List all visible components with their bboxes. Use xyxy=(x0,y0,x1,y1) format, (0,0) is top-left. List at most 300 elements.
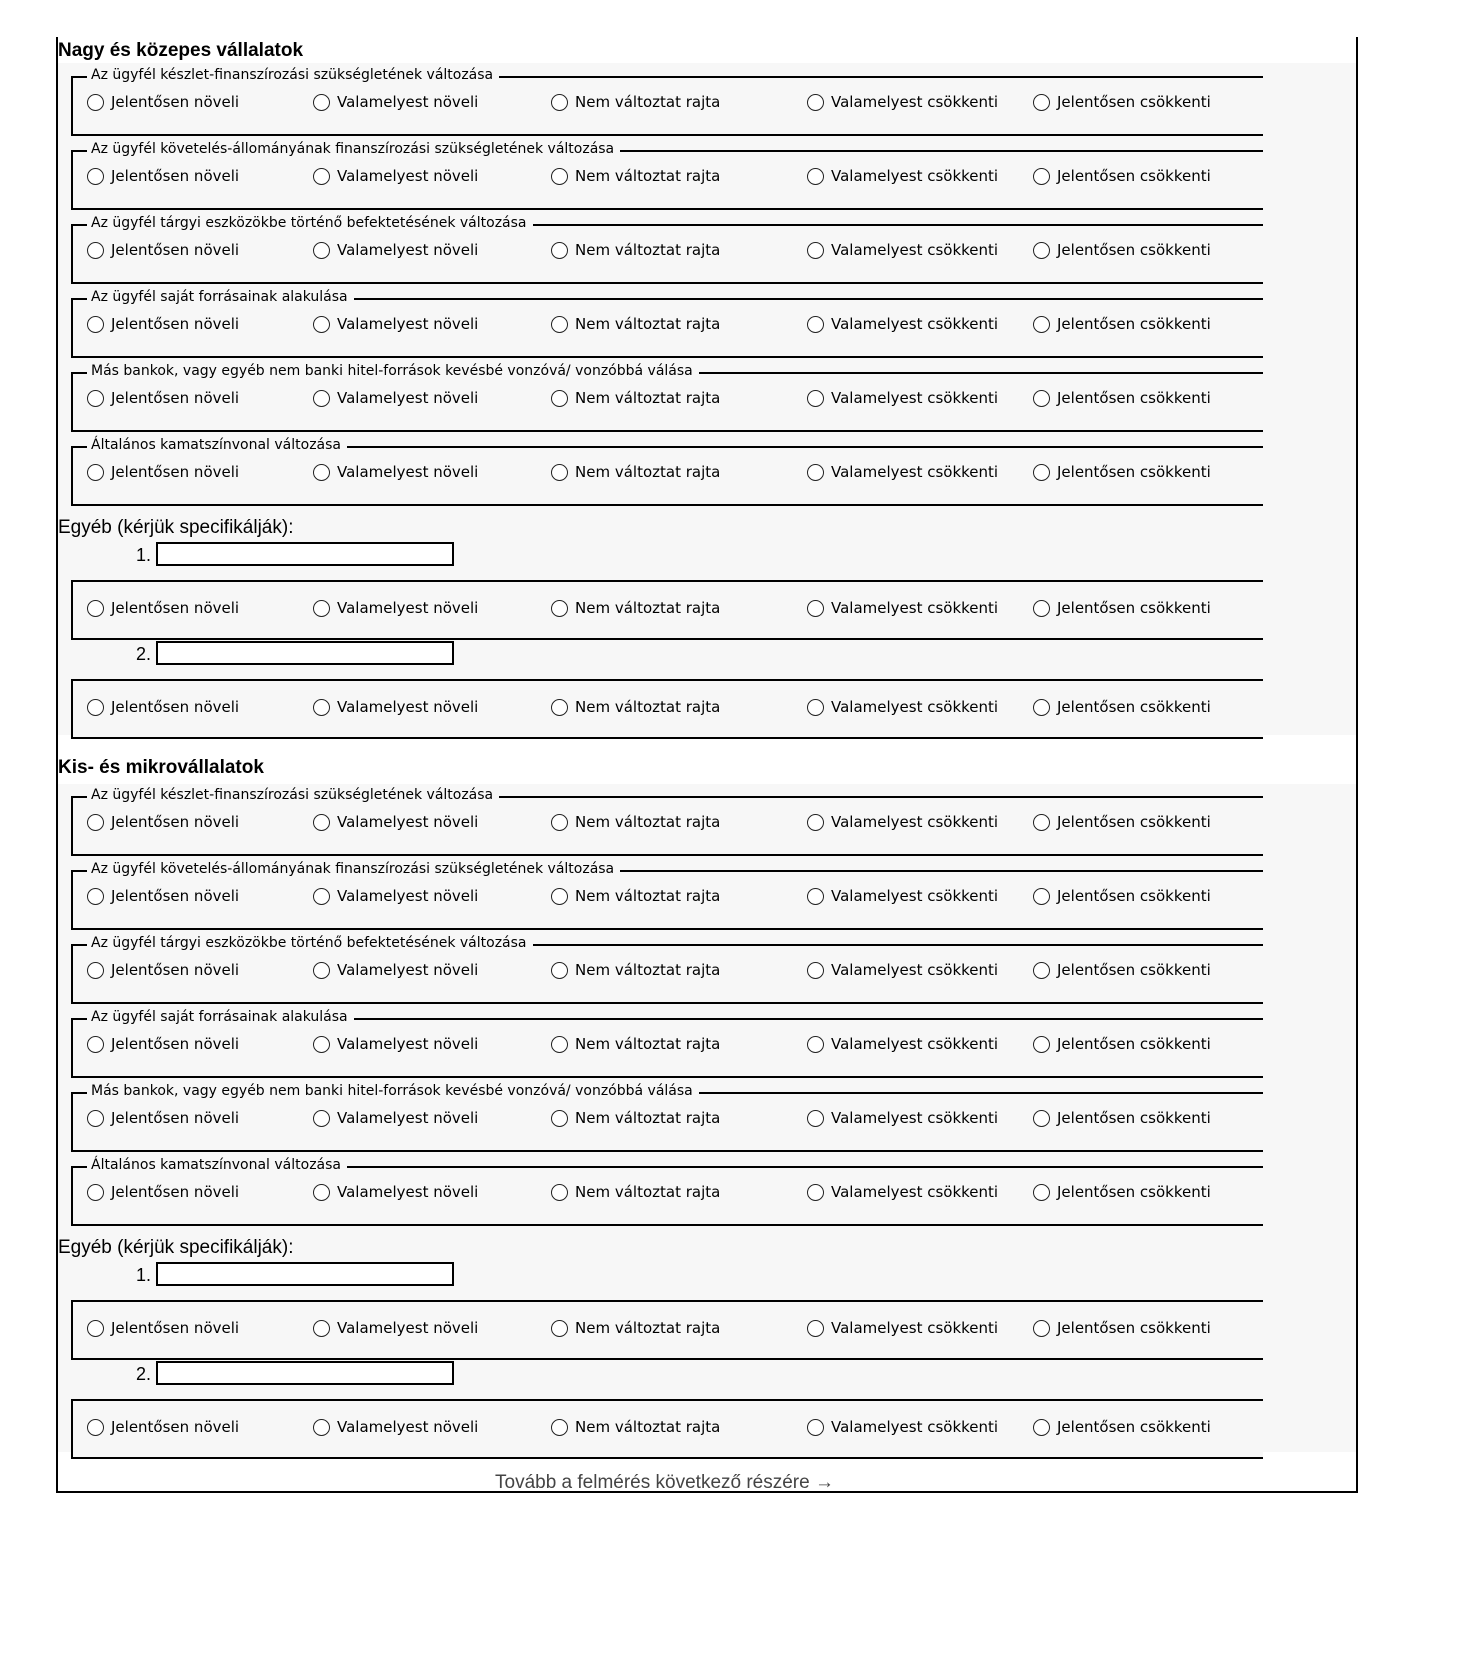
radio-label: Valamelyest növeli xyxy=(337,241,479,259)
radio-button[interactable] xyxy=(87,1320,104,1337)
radio-option[interactable] xyxy=(313,695,478,719)
radio-button[interactable] xyxy=(87,242,104,259)
radio-button[interactable] xyxy=(1033,464,1050,481)
radio-button[interactable] xyxy=(313,242,330,259)
radio-button[interactable] xyxy=(1033,1419,1050,1436)
radio-option[interactable] xyxy=(1033,695,1211,719)
other-label: Egyéb (kérjük specifikálják): xyxy=(58,517,294,538)
radio-label: Nem változtat rajta xyxy=(575,241,721,259)
radio-button[interactable] xyxy=(551,94,568,111)
radio-option[interactable] xyxy=(87,1032,239,1056)
radio-group xyxy=(73,164,1263,188)
radio-button[interactable] xyxy=(313,390,330,407)
radio-option[interactable] xyxy=(1033,312,1211,336)
other-number: 2. xyxy=(136,1364,152,1384)
radio-label: Jelentősen csökkenti xyxy=(1057,1319,1211,1337)
radio-button[interactable] xyxy=(807,1419,824,1436)
other-number: 1. xyxy=(136,1265,152,1285)
radio-option[interactable] xyxy=(551,386,720,410)
radio-button[interactable] xyxy=(313,814,330,831)
radio-group xyxy=(73,884,1263,908)
radio-option[interactable] xyxy=(313,1106,478,1130)
radio-label: Valamelyest növeli xyxy=(337,167,479,185)
radio-label: Valamelyest növeli xyxy=(337,961,479,979)
radio-option[interactable] xyxy=(551,1180,720,1204)
radio-option[interactable] xyxy=(807,596,998,620)
radio-option[interactable] xyxy=(313,1415,478,1439)
radio-label: Jelentősen növeli xyxy=(111,961,240,979)
radio-option[interactable] xyxy=(87,1180,239,1204)
radio-button[interactable] xyxy=(313,464,330,481)
radio-label: Jelentősen növeli xyxy=(111,93,240,111)
radio-button[interactable] xyxy=(1033,699,1050,716)
radio-label: Valamelyest csökkenti xyxy=(831,167,999,185)
radio-option[interactable] xyxy=(551,810,720,834)
radio-label: Jelentősen csökkenti xyxy=(1057,241,1211,259)
radio-option[interactable] xyxy=(1033,596,1211,620)
radio-button[interactable] xyxy=(551,242,568,259)
radio-option[interactable] xyxy=(807,810,998,834)
radio-button[interactable] xyxy=(87,316,104,333)
radio-label: Jelentősen növeli xyxy=(111,315,240,333)
section-title: Kis- és mikrovállalatok xyxy=(58,757,264,778)
radio-option[interactable] xyxy=(1033,1415,1211,1439)
radio-label: Jelentősen növeli xyxy=(111,1183,240,1201)
radio-option[interactable] xyxy=(87,1316,239,1340)
radio-label: Valamelyest növeli xyxy=(337,463,479,481)
radio-label: Valamelyest csökkenti xyxy=(831,389,999,407)
radio-button[interactable] xyxy=(807,94,824,111)
radio-label: Jelentősen csökkenti xyxy=(1057,1035,1211,1053)
radio-group xyxy=(73,596,1263,620)
other-spec-input-1[interactable] xyxy=(156,1262,454,1286)
radio-option[interactable] xyxy=(1033,1316,1211,1340)
radio-button[interactable] xyxy=(1033,962,1050,979)
radio-button[interactable] xyxy=(551,814,568,831)
fieldset-border xyxy=(73,679,1263,681)
question-legend: Más bankok, vagy egyéb nem banki hitel-források kevésbé vonzóvá/ vonzóbbá válása xyxy=(87,1082,699,1100)
question-fieldset xyxy=(71,861,1263,930)
radio-button[interactable] xyxy=(87,814,104,831)
radio-label: Valamelyest csökkenti xyxy=(831,1183,999,1201)
radio-option[interactable] xyxy=(313,460,478,484)
radio-group xyxy=(73,695,1263,719)
radio-label: Valamelyest csökkenti xyxy=(831,698,999,716)
question-fieldset xyxy=(71,363,1263,432)
radio-button[interactable] xyxy=(87,1419,104,1436)
radio-button[interactable] xyxy=(87,1036,104,1053)
other-fieldset xyxy=(71,1300,1263,1360)
radio-button[interactable] xyxy=(807,316,824,333)
radio-label: Jelentősen csökkenti xyxy=(1057,463,1211,481)
radio-option[interactable] xyxy=(807,958,998,982)
radio-label: Jelentősen csökkenti xyxy=(1057,315,1211,333)
question-fieldset xyxy=(71,1083,1263,1152)
question-fieldset xyxy=(71,935,1263,1004)
radio-button[interactable] xyxy=(551,1036,568,1053)
radio-button[interactable] xyxy=(313,1419,330,1436)
radio-button[interactable] xyxy=(807,464,824,481)
radio-option[interactable] xyxy=(551,1415,720,1439)
radio-button[interactable] xyxy=(807,242,824,259)
radio-label: Nem változtat rajta xyxy=(575,389,721,407)
radio-button[interactable] xyxy=(807,1320,824,1337)
question-legend: Az ügyfél készlet-finanszírozási szükségletének változása xyxy=(87,66,499,84)
radio-label: Jelentősen növeli xyxy=(111,1109,240,1127)
radio-label: Jelentősen növeli xyxy=(111,241,240,259)
radio-label: Nem változtat rajta xyxy=(575,463,721,481)
radio-label: Valamelyest csökkenti xyxy=(831,961,999,979)
radio-label: Valamelyest csökkenti xyxy=(831,1418,999,1436)
radio-option[interactable] xyxy=(87,596,239,620)
radio-option[interactable] xyxy=(807,386,998,410)
radio-button[interactable] xyxy=(87,699,104,716)
radio-label: Jelentősen csökkenti xyxy=(1057,1109,1211,1127)
radio-option[interactable] xyxy=(551,1032,720,1056)
next-section-link[interactable]: Tovább a felmérés következő részére → xyxy=(495,1472,834,1493)
radio-option[interactable] xyxy=(87,238,239,262)
radio-label: Valamelyest növeli xyxy=(337,1319,479,1337)
other-fieldset xyxy=(71,1399,1263,1459)
radio-label: Valamelyest csökkenti xyxy=(831,93,999,111)
radio-button[interactable] xyxy=(1033,316,1050,333)
radio-label: Nem változtat rajta xyxy=(575,315,721,333)
radio-label: Nem változtat rajta xyxy=(575,1109,721,1127)
question-fieldset xyxy=(71,289,1263,358)
radio-group xyxy=(73,1106,1263,1130)
radio-option[interactable] xyxy=(313,386,478,410)
radio-label: Valamelyest csökkenti xyxy=(831,1035,999,1053)
radio-label: Jelentősen növeli xyxy=(111,599,240,617)
radio-option[interactable] xyxy=(551,1316,720,1340)
radio-button[interactable] xyxy=(87,888,104,905)
radio-button[interactable] xyxy=(1033,814,1050,831)
radio-option[interactable] xyxy=(1033,1106,1211,1130)
radio-button[interactable] xyxy=(1033,242,1050,259)
question-legend: Általános kamatszínvonal változása xyxy=(87,1156,347,1174)
radio-group xyxy=(73,958,1263,982)
radio-label: Jelentősen növeli xyxy=(111,698,240,716)
radio-option[interactable] xyxy=(313,1316,478,1340)
question-fieldset xyxy=(71,1157,1263,1226)
radio-label: Nem változtat rajta xyxy=(575,1319,721,1337)
radio-option[interactable] xyxy=(313,810,478,834)
radio-button[interactable] xyxy=(313,94,330,111)
radio-label: Nem változtat rajta xyxy=(575,167,721,185)
question-legend: Az ügyfél saját forrásainak alakulása xyxy=(87,1008,354,1026)
radio-label: Jelentősen csökkenti xyxy=(1057,1418,1211,1436)
radio-label: Valamelyest növeli xyxy=(337,315,479,333)
radio-option[interactable] xyxy=(313,90,478,114)
radio-button[interactable] xyxy=(551,600,568,617)
radio-option[interactable] xyxy=(807,238,998,262)
question-fieldset xyxy=(71,437,1263,506)
radio-option[interactable] xyxy=(551,164,720,188)
radio-label: Valamelyest növeli xyxy=(337,813,479,831)
radio-label: Valamelyest csökkenti xyxy=(831,1109,999,1127)
radio-option[interactable] xyxy=(551,238,720,262)
radio-button[interactable] xyxy=(807,1036,824,1053)
radio-label: Nem változtat rajta xyxy=(575,93,721,111)
radio-button[interactable] xyxy=(1033,168,1050,185)
radio-button[interactable] xyxy=(551,888,568,905)
radio-label: Valamelyest csökkenti xyxy=(831,315,999,333)
radio-option[interactable] xyxy=(1033,1180,1211,1204)
fieldset-border xyxy=(73,1300,1263,1302)
fieldset-border xyxy=(73,580,1263,582)
radio-label: Valamelyest csökkenti xyxy=(831,599,999,617)
radio-group xyxy=(73,386,1263,410)
radio-label: Jelentősen növeli xyxy=(111,1035,240,1053)
radio-option[interactable] xyxy=(1033,238,1211,262)
radio-option[interactable] xyxy=(87,460,239,484)
fieldset-border xyxy=(73,1399,1263,1401)
radio-button[interactable] xyxy=(1033,390,1050,407)
radio-button[interactable] xyxy=(313,888,330,905)
radio-label: Nem változtat rajta xyxy=(575,1035,721,1053)
radio-button[interactable] xyxy=(1033,1110,1050,1127)
radio-button[interactable] xyxy=(551,699,568,716)
question-legend: Az ügyfél készlet-finanszírozási szükségletének változása xyxy=(87,786,499,804)
radio-group xyxy=(73,1415,1263,1439)
radio-label: Jelentősen növeli xyxy=(111,167,240,185)
radio-option[interactable] xyxy=(1033,460,1211,484)
radio-button[interactable] xyxy=(313,1110,330,1127)
radio-option[interactable] xyxy=(807,1316,998,1340)
radio-label: Nem változtat rajta xyxy=(575,599,721,617)
radio-button[interactable] xyxy=(87,464,104,481)
radio-option[interactable] xyxy=(807,1106,998,1130)
radio-option[interactable] xyxy=(807,164,998,188)
radio-button[interactable] xyxy=(807,699,824,716)
radio-option[interactable] xyxy=(1033,810,1211,834)
question-legend: Az ügyfél tárgyi eszközökbe történő befektetésének változása xyxy=(87,214,533,232)
radio-button[interactable] xyxy=(313,1036,330,1053)
radio-label: Valamelyest növeli xyxy=(337,887,479,905)
other-spec-input-2[interactable] xyxy=(156,641,454,665)
radio-option[interactable] xyxy=(807,1180,998,1204)
radio-button[interactable] xyxy=(551,1184,568,1201)
radio-option[interactable] xyxy=(551,958,720,982)
question-fieldset xyxy=(71,67,1263,136)
radio-label: Nem változtat rajta xyxy=(575,961,721,979)
radio-option[interactable] xyxy=(1033,164,1211,188)
question-legend: Más bankok, vagy egyéb nem banki hitel-források kevésbé vonzóvá/ vonzóbbá válása xyxy=(87,362,699,380)
radio-option[interactable] xyxy=(87,695,239,719)
question-fieldset xyxy=(71,141,1263,210)
radio-group xyxy=(73,1180,1263,1204)
radio-button[interactable] xyxy=(313,962,330,979)
radio-option[interactable] xyxy=(87,1106,239,1130)
radio-label: Jelentősen csökkenti xyxy=(1057,167,1211,185)
radio-option[interactable] xyxy=(313,596,478,620)
radio-button[interactable] xyxy=(551,962,568,979)
question-legend: Általános kamatszínvonal változása xyxy=(87,436,347,454)
radio-option[interactable] xyxy=(313,312,478,336)
radio-label: Jelentősen csökkenti xyxy=(1057,961,1211,979)
radio-button[interactable] xyxy=(1033,1036,1050,1053)
radio-option[interactable] xyxy=(807,884,998,908)
radio-option[interactable] xyxy=(87,1415,239,1439)
radio-button[interactable] xyxy=(551,390,568,407)
radio-group xyxy=(73,1032,1263,1056)
section-title: Nagy és közepes vállalatok xyxy=(58,40,304,61)
radio-option[interactable] xyxy=(87,810,239,834)
radio-option[interactable] xyxy=(313,884,478,908)
question-fieldset xyxy=(71,1009,1263,1078)
radio-label: Nem változtat rajta xyxy=(575,698,721,716)
other-fieldset xyxy=(71,580,1263,640)
radio-option[interactable] xyxy=(87,884,239,908)
radio-group xyxy=(73,810,1263,834)
radio-label: Nem változtat rajta xyxy=(575,887,721,905)
radio-option[interactable] xyxy=(807,1032,998,1056)
radio-label: Valamelyest csökkenti xyxy=(831,463,999,481)
radio-option[interactable] xyxy=(551,312,720,336)
radio-button[interactable] xyxy=(807,1110,824,1127)
radio-label: Valamelyest növeli xyxy=(337,599,479,617)
radio-option[interactable] xyxy=(87,312,239,336)
radio-button[interactable] xyxy=(313,600,330,617)
radio-option[interactable] xyxy=(313,238,478,262)
radio-option[interactable] xyxy=(87,164,239,188)
radio-label: Jelentősen csökkenti xyxy=(1057,389,1211,407)
radio-label: Valamelyest növeli xyxy=(337,1035,479,1053)
radio-option[interactable] xyxy=(551,695,720,719)
radio-button[interactable] xyxy=(87,600,104,617)
radio-option[interactable] xyxy=(551,596,720,620)
question-legend: Az ügyfél követelés-állományának finanszírozási szükségletének változása xyxy=(87,860,620,878)
radio-option[interactable] xyxy=(807,1415,998,1439)
radio-option[interactable] xyxy=(313,958,478,982)
radio-option[interactable] xyxy=(87,90,239,114)
radio-label: Valamelyest növeli xyxy=(337,93,479,111)
radio-option[interactable] xyxy=(807,695,998,719)
radio-option[interactable] xyxy=(1033,386,1211,410)
radio-label: Valamelyest növeli xyxy=(337,1418,479,1436)
radio-label: Jelentősen növeli xyxy=(111,463,240,481)
question-legend: Az ügyfél saját forrásainak alakulása xyxy=(87,288,354,306)
radio-button[interactable] xyxy=(87,1184,104,1201)
question-legend: Az ügyfél tárgyi eszközökbe történő befektetésének változása xyxy=(87,934,533,952)
radio-option[interactable] xyxy=(1033,1032,1211,1056)
radio-button[interactable] xyxy=(1033,600,1050,617)
radio-button[interactable] xyxy=(313,168,330,185)
question-legend: Az ügyfél követelés-állományának finanszírozási szükségletének változása xyxy=(87,140,620,158)
radio-label: Nem változtat rajta xyxy=(575,1418,721,1436)
radio-option[interactable] xyxy=(87,386,239,410)
radio-option[interactable] xyxy=(1033,90,1211,114)
radio-group xyxy=(73,238,1263,262)
radio-button[interactable] xyxy=(87,168,104,185)
radio-label: Valamelyest csökkenti xyxy=(831,813,999,831)
radio-label: Jelentősen növeli xyxy=(111,1418,240,1436)
other-number: 1. xyxy=(136,545,152,565)
radio-button[interactable] xyxy=(807,1184,824,1201)
radio-button[interactable] xyxy=(313,699,330,716)
radio-label: Jelentősen növeli xyxy=(111,887,240,905)
radio-button[interactable] xyxy=(807,888,824,905)
other-spec-input-2[interactable] xyxy=(156,1361,454,1385)
radio-button[interactable] xyxy=(807,168,824,185)
radio-label: Valamelyest csökkenti xyxy=(831,241,999,259)
radio-button[interactable] xyxy=(1033,1320,1050,1337)
radio-button[interactable] xyxy=(313,316,330,333)
radio-option[interactable] xyxy=(313,164,478,188)
radio-button[interactable] xyxy=(551,1419,568,1436)
radio-option[interactable] xyxy=(313,1180,478,1204)
radio-group xyxy=(73,1316,1263,1340)
radio-button[interactable] xyxy=(87,1110,104,1127)
radio-label: Jelentősen növeli xyxy=(111,813,240,831)
radio-label: Valamelyest csökkenti xyxy=(831,1319,999,1337)
radio-button[interactable] xyxy=(807,814,824,831)
radio-label: Jelentősen csökkenti xyxy=(1057,93,1211,111)
radio-button[interactable] xyxy=(1033,94,1050,111)
radio-label: Jelentősen csökkenti xyxy=(1057,887,1211,905)
radio-label: Jelentősen csökkenti xyxy=(1057,813,1211,831)
radio-option[interactable] xyxy=(807,460,998,484)
radio-label: Jelentősen csökkenti xyxy=(1057,599,1211,617)
radio-option[interactable] xyxy=(807,90,998,114)
radio-button[interactable] xyxy=(807,962,824,979)
other-label: Egyéb (kérjük specifikálják): xyxy=(58,1237,294,1258)
radio-button[interactable] xyxy=(313,1320,330,1337)
radio-button[interactable] xyxy=(551,168,568,185)
radio-label: Jelentősen növeli xyxy=(111,1319,240,1337)
radio-group xyxy=(73,90,1263,114)
radio-option[interactable] xyxy=(551,90,720,114)
radio-option[interactable] xyxy=(87,958,239,982)
radio-button[interactable] xyxy=(1033,888,1050,905)
radio-label: Jelentősen növeli xyxy=(111,389,240,407)
radio-button[interactable] xyxy=(551,316,568,333)
other-number: 2. xyxy=(136,644,152,664)
radio-button[interactable] xyxy=(551,1110,568,1127)
radio-button[interactable] xyxy=(551,464,568,481)
radio-label: Nem változtat rajta xyxy=(575,813,721,831)
radio-option[interactable] xyxy=(1033,884,1211,908)
radio-label: Valamelyest növeli xyxy=(337,698,479,716)
radio-option[interactable] xyxy=(551,460,720,484)
radio-option[interactable] xyxy=(551,884,720,908)
radio-label: Nem változtat rajta xyxy=(575,1183,721,1201)
radio-button[interactable] xyxy=(807,600,824,617)
radio-button[interactable] xyxy=(87,94,104,111)
radio-button[interactable] xyxy=(87,962,104,979)
radio-option[interactable] xyxy=(313,1032,478,1056)
radio-button[interactable] xyxy=(1033,1184,1050,1201)
question-fieldset xyxy=(71,215,1263,284)
radio-group xyxy=(73,312,1263,336)
radio-option[interactable] xyxy=(551,1106,720,1130)
radio-option[interactable] xyxy=(1033,958,1211,982)
radio-button[interactable] xyxy=(807,390,824,407)
radio-button[interactable] xyxy=(313,1184,330,1201)
radio-label: Valamelyest növeli xyxy=(337,1109,479,1127)
radio-label: Valamelyest csökkenti xyxy=(831,887,999,905)
radio-group xyxy=(73,460,1263,484)
radio-label: Valamelyest növeli xyxy=(337,1183,479,1201)
radio-label: Jelentősen csökkenti xyxy=(1057,698,1211,716)
other-fieldset xyxy=(71,679,1263,739)
other-spec-input-1[interactable] xyxy=(156,542,454,566)
radio-option[interactable] xyxy=(807,312,998,336)
radio-button[interactable] xyxy=(87,390,104,407)
radio-button[interactable] xyxy=(551,1320,568,1337)
radio-label: Valamelyest növeli xyxy=(337,389,479,407)
radio-label: Jelentősen csökkenti xyxy=(1057,1183,1211,1201)
